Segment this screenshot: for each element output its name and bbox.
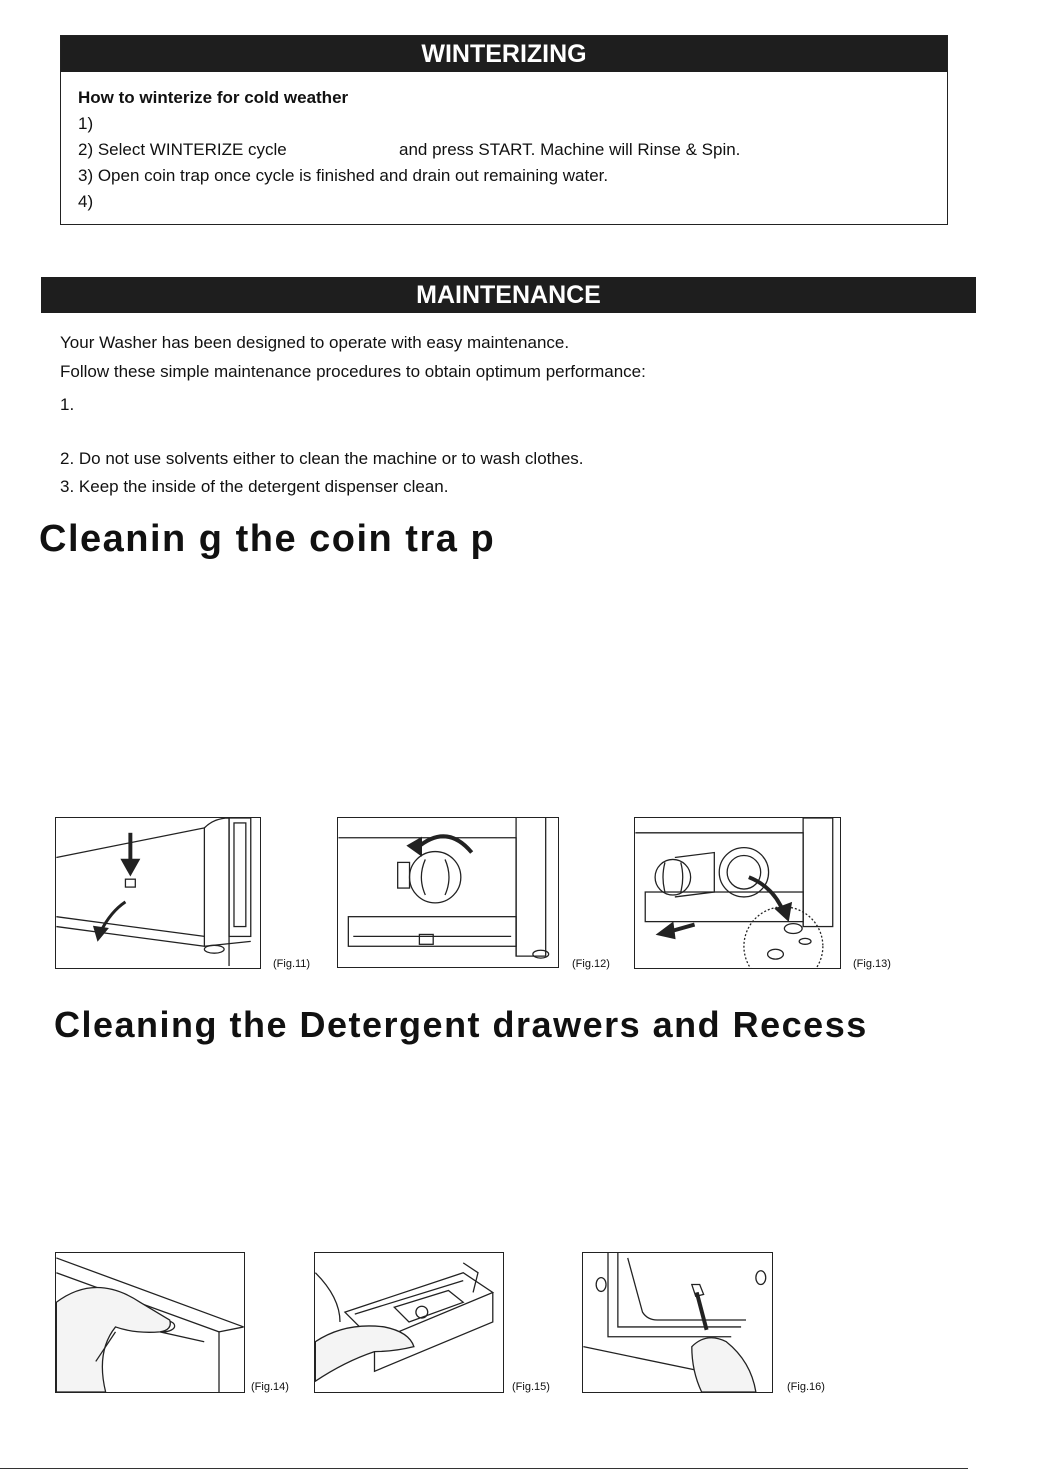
winterizing-step-2-tail: and press START. Machine will Rinse & Spin. [399, 140, 741, 159]
maintenance-item-2: 2. Do not use solvents either to clean the machine or to wash clothes. [60, 449, 584, 468]
figure-15-illustration [314, 1252, 504, 1393]
figure-12-illustration [337, 817, 559, 968]
figure-11-illustration [55, 817, 261, 969]
coin-trap-heading: Cleanin g the coin tra p [39, 518, 496, 560]
figure-16-caption: (Fig.16) [787, 1381, 825, 1393]
winterizing-title: WINTERIZING [61, 36, 947, 72]
figure-15-caption: (Fig.15) [512, 1381, 550, 1393]
maintenance-item-3: 3. Keep the inside of the detergent dispenser clean. [60, 477, 449, 496]
bottom-divider [0, 1468, 968, 1469]
figure-13-caption: (Fig.13) [853, 958, 891, 970]
figure-16-illustration [582, 1252, 773, 1393]
winterizing-step-3: 3) Open coin trap once cycle is finished and drain out remaining water. [78, 166, 609, 185]
figure-12-caption: (Fig.12) [572, 958, 610, 970]
winterizing-step-2: 2) Select WINTERIZE cycle [78, 140, 287, 159]
winterizing-step-1: 1) [78, 114, 94, 133]
maintenance-item-1: 1. [60, 395, 75, 414]
detergent-heading: Cleaning the Detergent drawers and Recess [54, 1004, 868, 1045]
maintenance-title: MAINTENANCE [41, 277, 976, 313]
winterizing-subtitle: How to winterize for cold weather [78, 88, 349, 107]
maintenance-intro-1: Your Washer has been designed to operate with easy maintenance. [60, 333, 570, 352]
figure-11-caption: (Fig.11) [273, 958, 311, 970]
figure-13-illustration [634, 817, 841, 969]
winterizing-step-4: 4) [78, 192, 94, 211]
winterizing-section [60, 35, 948, 225]
figure-14-illustration [55, 1252, 245, 1393]
maintenance-intro-2: Follow these simple maintenance procedures to obtain optimum performance: [60, 362, 646, 381]
figure-14-caption: (Fig.14) [251, 1381, 289, 1393]
